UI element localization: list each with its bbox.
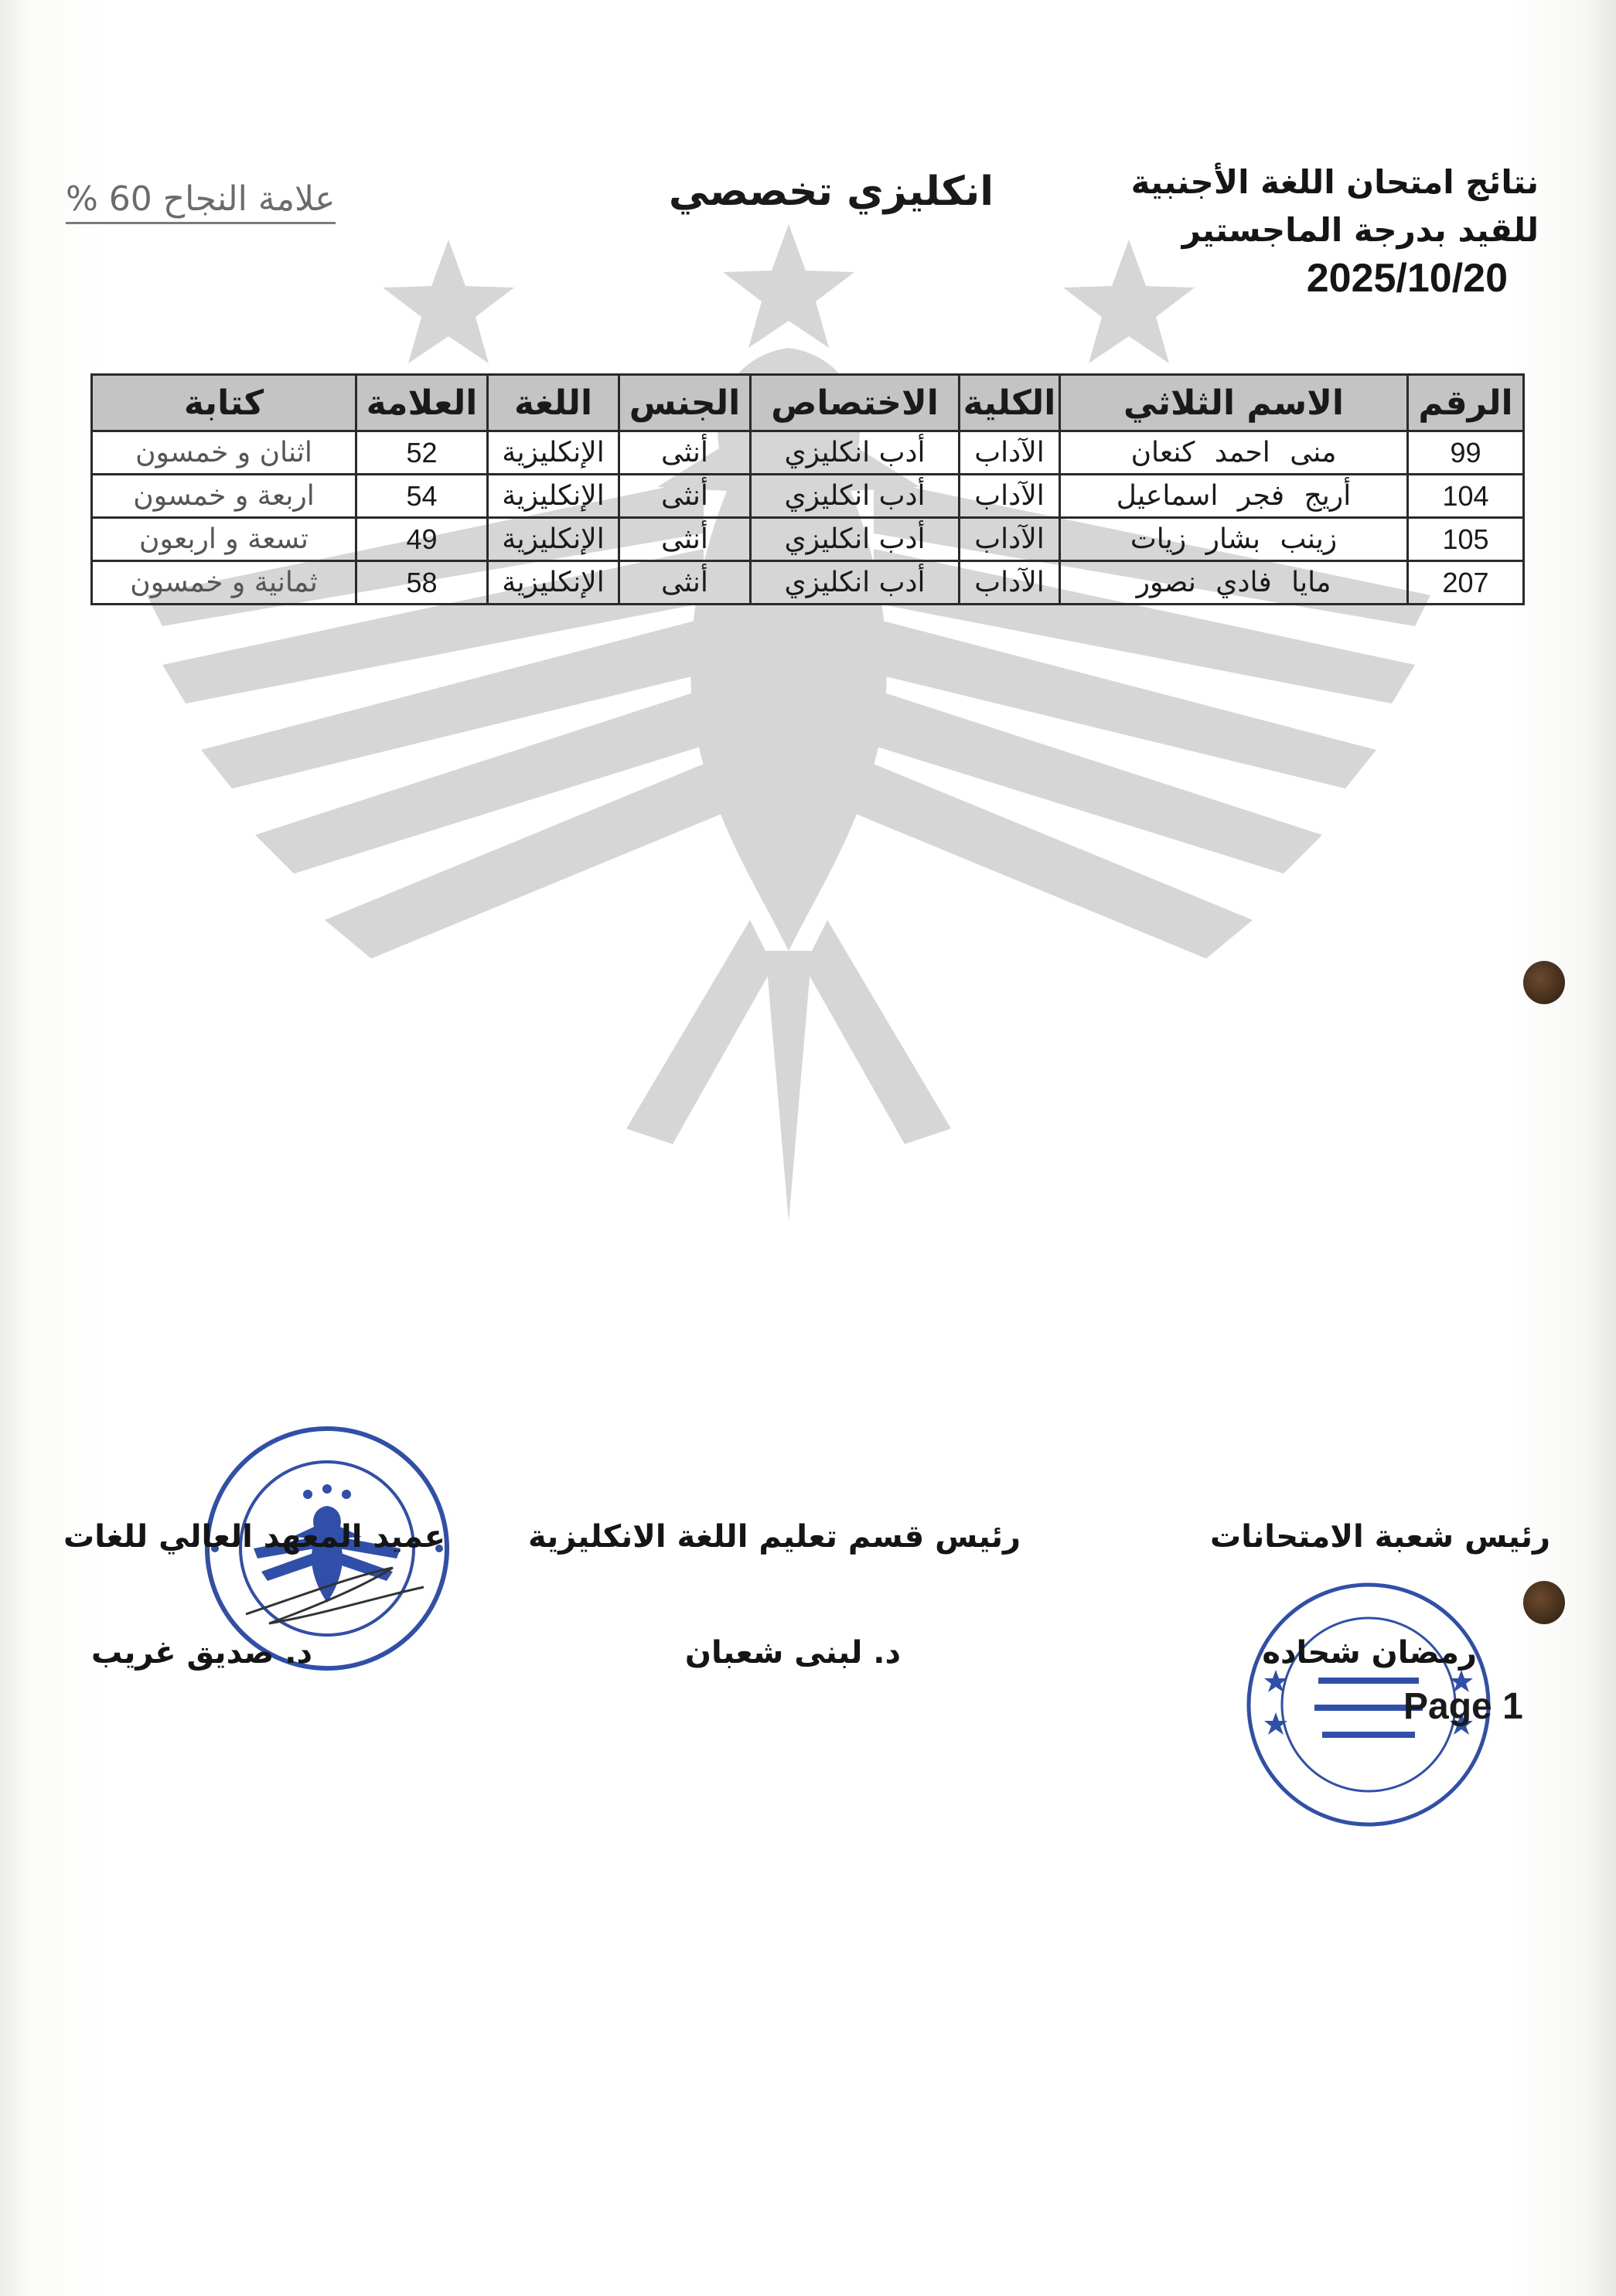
student-name: زينب بشار زيات bbox=[1060, 518, 1408, 561]
col-header-major: الاختصاص bbox=[751, 375, 960, 431]
col-header-name: الاسم الثلاثي bbox=[1060, 375, 1408, 431]
col-header-language: اللغة bbox=[488, 375, 619, 431]
col-header-mark-words: كتابة bbox=[92, 375, 356, 431]
results-table bbox=[90, 373, 1525, 605]
student-language: الإنكليزية bbox=[488, 475, 619, 518]
student-mark: 49 bbox=[356, 518, 488, 561]
student-number: 105 bbox=[1408, 518, 1524, 561]
col-header-number: الرقم bbox=[1408, 375, 1524, 431]
degree-subtitle: للقيد بدرجة الماجستير bbox=[1181, 211, 1539, 249]
table-row bbox=[92, 561, 1524, 605]
col-header-gender: الجنس bbox=[619, 375, 751, 431]
dean-title: عميد المعهد العالي للغات bbox=[63, 1519, 445, 1555]
student-gender: أنثى bbox=[619, 561, 751, 605]
student-major: أدب انكليزي bbox=[751, 518, 960, 561]
department-head-name: د. لبنى شعبان bbox=[684, 1635, 901, 1671]
student-mark-words: اثنان و خمسون bbox=[92, 431, 356, 475]
student-language: الإنكليزية bbox=[488, 431, 619, 475]
page-number: Page 1 bbox=[1403, 1686, 1523, 1727]
dean-name: د. صديق غريب bbox=[91, 1635, 312, 1671]
exams-head-title: رئيس شعبة الامتحانات bbox=[1210, 1519, 1550, 1555]
student-faculty: الآداب bbox=[960, 561, 1060, 605]
student-number: 104 bbox=[1408, 475, 1524, 518]
student-name: أريج فجر اسماعيل bbox=[1060, 475, 1408, 518]
student-number: 99 bbox=[1408, 431, 1524, 475]
table-row bbox=[92, 518, 1524, 561]
student-gender: أنثى bbox=[619, 431, 751, 475]
student-number: 207 bbox=[1408, 561, 1524, 605]
department-head-title: رئيس قسم تعليم اللغة الانكليزية bbox=[528, 1519, 1021, 1555]
exam-date: 2025/10/20 bbox=[1306, 256, 1508, 301]
table-row bbox=[92, 475, 1524, 518]
student-major: أدب انكليزي bbox=[751, 475, 960, 518]
student-major: أدب انكليزي bbox=[751, 431, 960, 475]
student-faculty: الآداب bbox=[960, 475, 1060, 518]
pass-mark-label: علامة النجاح 60 % bbox=[66, 179, 336, 224]
student-mark: 54 bbox=[356, 475, 488, 518]
student-faculty: الآداب bbox=[960, 518, 1060, 561]
exam-title: نتائج امتحان اللغة الأجنبية bbox=[1130, 163, 1539, 201]
punch-hole-icon bbox=[1523, 1581, 1565, 1624]
student-language: الإنكليزية bbox=[488, 518, 619, 561]
student-mark-words: تسعة و اربعون bbox=[92, 518, 356, 561]
col-header-mark: العلامة bbox=[356, 375, 488, 431]
student-name: مايا فادي نصور bbox=[1060, 561, 1408, 605]
student-mark: 58 bbox=[356, 561, 488, 605]
punch-hole-icon bbox=[1523, 961, 1565, 1004]
table-row bbox=[92, 431, 1524, 475]
subject-title: انكليزي تخصصي bbox=[668, 169, 994, 215]
student-mark-words: ثمانية و خمسون bbox=[92, 561, 356, 605]
student-gender: أنثى bbox=[619, 475, 751, 518]
student-major: أدب انكليزي bbox=[751, 561, 960, 605]
student-mark: 52 bbox=[356, 431, 488, 475]
student-faculty: الآداب bbox=[960, 431, 1060, 475]
table-header-row bbox=[92, 375, 1524, 431]
col-header-faculty: الكلية bbox=[960, 375, 1060, 431]
student-language: الإنكليزية bbox=[488, 561, 619, 605]
student-mark-words: اربعة و خمسون bbox=[92, 475, 356, 518]
exams-head-name: رمضان شحاده bbox=[1262, 1635, 1477, 1671]
student-name: منى احمد كنعان bbox=[1060, 431, 1408, 475]
student-gender: أنثى bbox=[619, 518, 751, 561]
